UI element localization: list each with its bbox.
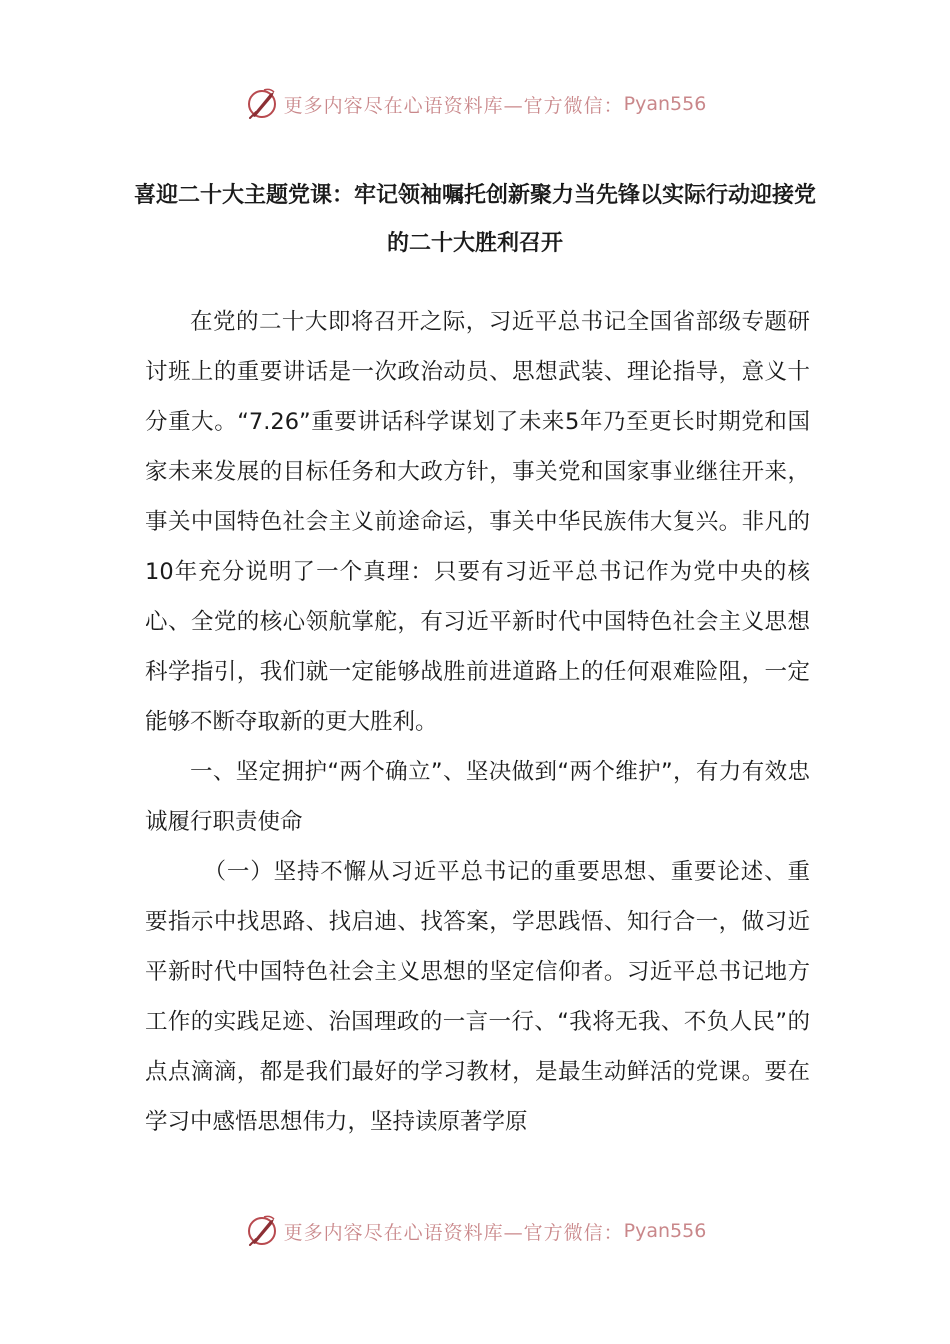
document-body xyxy=(145,297,810,1147)
body-paragraph: （一）坚持不懈从习近平总书记的重要思想、重要论述、重要指示中找思路、找启迪、找答案，学思践悟、知行合一，做习近平新时代中国特色社会主义思想的坚定信仰者。习近平总书记地方工作的实践足迹、治国理政的一言一行、“我将无我、不负人民”的点点滴滴，都是我们最好的学习教材，是最生动鲜活的党课。要在学习中感悟思想伟力，坚持读原著学原 xyxy=(145,859,810,1135)
watermark-header xyxy=(0,84,950,124)
watermark-text: 更多内容尽在心语资料库—官方微信： xyxy=(283,1221,624,1244)
watermark-footer xyxy=(0,1211,950,1251)
quill-logo-icon xyxy=(244,86,280,122)
watermark-wechat-id: Pyan556 xyxy=(623,93,707,115)
section-heading: 一、坚定拥护“两个确立”、坚决做到“两个维护”，有力有效忠诚履行职责使命 xyxy=(145,759,810,835)
document-title: 喜迎二十大主题党课：牢记领袖嘱托创新聚力当先锋以实际行动迎接党的二十大胜利召开 xyxy=(133,183,816,256)
watermark-wechat-id: Pyan556 xyxy=(623,1220,707,1242)
watermark-text: 更多内容尽在心语资料库—官方微信： xyxy=(283,94,624,117)
body-paragraph: 在党的二十大即将召开之际，习近平总书记全国省部级专题研讨班上的重要讲话是一次政治动员、思想武装、理论指导，意义十分重大。“7.26”重要讲话科学谋划了未来5年乃至更长时期党和国家未来发展的目标任务和大政方针，事关党和国家事业继往开来，事关中国特色社会主义前途命运，事关中华民族伟大复兴。非凡的10年充分说明了一个真理：只要有习近平总书记作为党中央的核心、全党的核心领航掌舵，有习近平新时代中国特色社会主义思想科学指引，我们就一定能够战胜前进道路上的任何艰难险阻，一定能够不断夺取新的更大胜利。 xyxy=(145,309,810,735)
quill-logo-icon xyxy=(244,1213,280,1249)
